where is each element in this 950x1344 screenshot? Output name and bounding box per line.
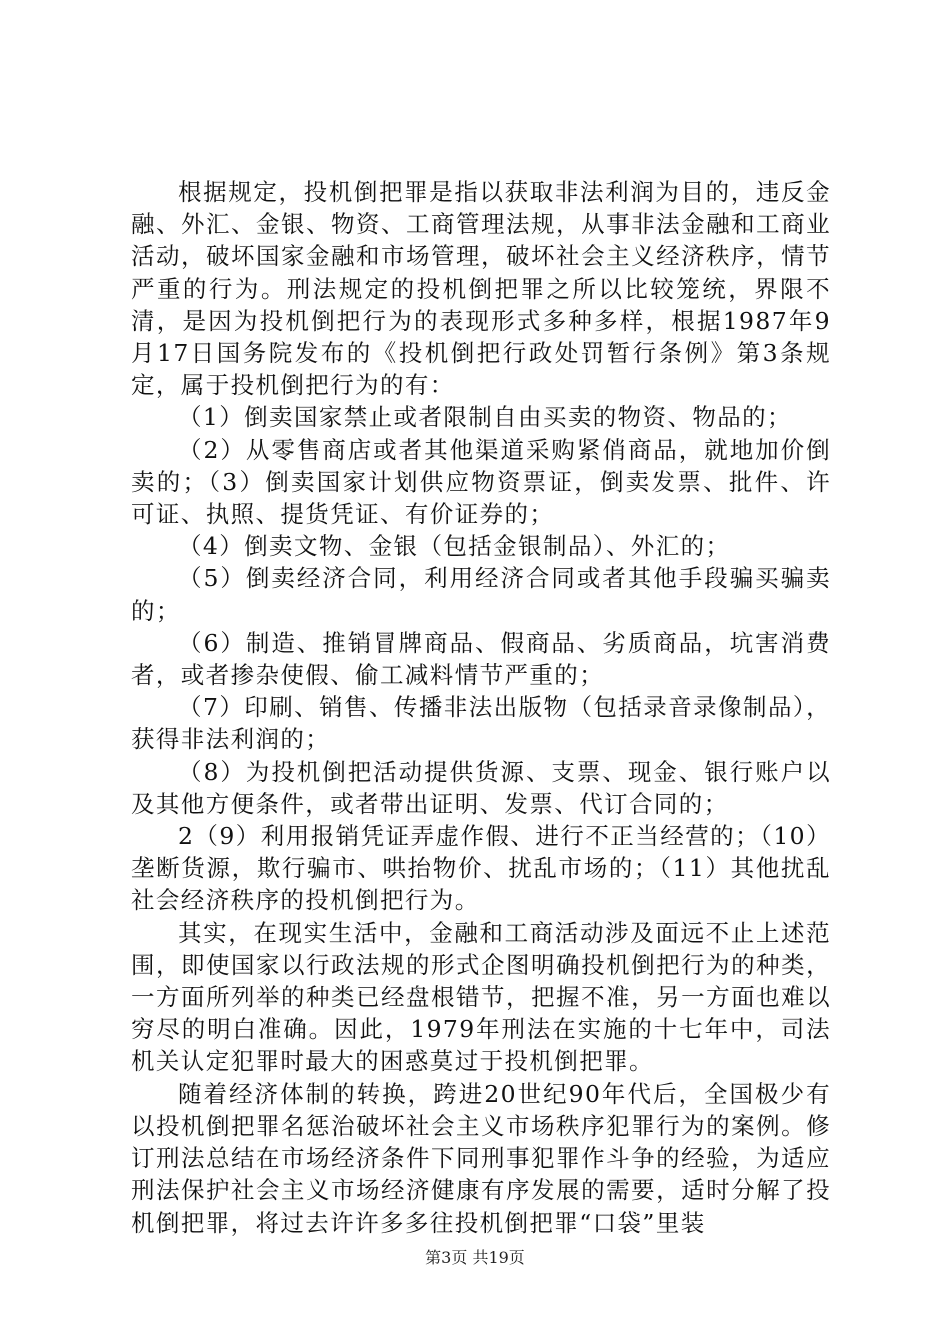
- document-body: [131, 176, 831, 1239]
- paragraph-reality: 其实，在现实生活中，金融和工商活动涉及面远不止上述范围，即使国家以行政法规的形式企图明确投机倒把行为的种类，一方面所列举的种类已经盘根错节，把握不准，另一方面也难以穷尽的明白准确。因此，1979年刑法在实施的十七年中，司法机关认定犯罪时最大的困惑莫过于投机倒把罪。: [131, 918, 831, 1076]
- paragraph-item-8: （8）为投机倒把活动提供货源、支票、现金、银行账户以及其他方便条件，或者带出证明、发票、代订合同的；: [131, 757, 831, 818]
- paragraph-item-9-11: 2（9）利用报销凭证弄虚作假、进行不正当经营的；（10）垄断货源，欺行骗市、哄抬物价、扰乱市场的；（11）其他扰乱社会经济秩序的投机倒把行为。: [131, 822, 831, 915]
- paragraph-reform: 随着经济体制的转换，跨进20世纪90年代后，全国极少有以投机倒把罪名惩治破坏社会主义市场秩序犯罪行为的案例。修订刑法总结在市场经济条件下同刑事犯罪作斗争的经验，为适应刑法保护社会主义市场经济健康有序发展的需要，适时分解了投机倒把罪，将过去许许多多往投机倒把罪“口袋”里装: [131, 1079, 831, 1237]
- paragraph-item-4: （4）倒卖文物、金银（包括金银制品）、外汇的；: [178, 532, 731, 561]
- paragraph-item-5: （5）倒卖经济合同，利用经济合同或者其他手段骗买骗卖的；: [131, 564, 831, 625]
- paragraph-item-6: （6）制造、推销冒牌商品、假商品、劣质商品，坑害消费者，或者掺杂使假、偷工减料情节严重的；: [131, 628, 831, 690]
- paragraph-definition: 根据规定，投机倒把罪是指以获取非法利润为目的，违反金融、外汇、金银、物资、工商管理法规，从事非法金融和工商业活动，破坏国家金融和市场管理，破坏社会主义经济秩序，情节严重的行为。刑法规定的投机倒把罪之所以比较笼统，界限不清，是因为投机倒把行为的表现形式多种多样，根据1987年9月17日国务院发布的《投机倒把行政处罚暂行条例》第3条规定，属于投机倒把行为的有：: [131, 178, 831, 400]
- paragraph-item-1: （1）倒卖国家禁止或者限制自由买卖的物资、物品的；: [178, 403, 792, 432]
- paragraph-item-2-3: （2）从零售商店或者其他渠道采购紧俏商品，就地加价倒卖的；（3）倒卖国家计划供应物资票证，倒卖发票、批件、许可证、执照、提货凭证、有价证券的；: [131, 435, 831, 529]
- page-number-footer: 第3页 共19页: [425, 1248, 525, 1267]
- paragraph-item-7: （7）印刷、销售、传播非法出版物（包括录音录像制品），获得非法利润的；: [131, 693, 831, 754]
